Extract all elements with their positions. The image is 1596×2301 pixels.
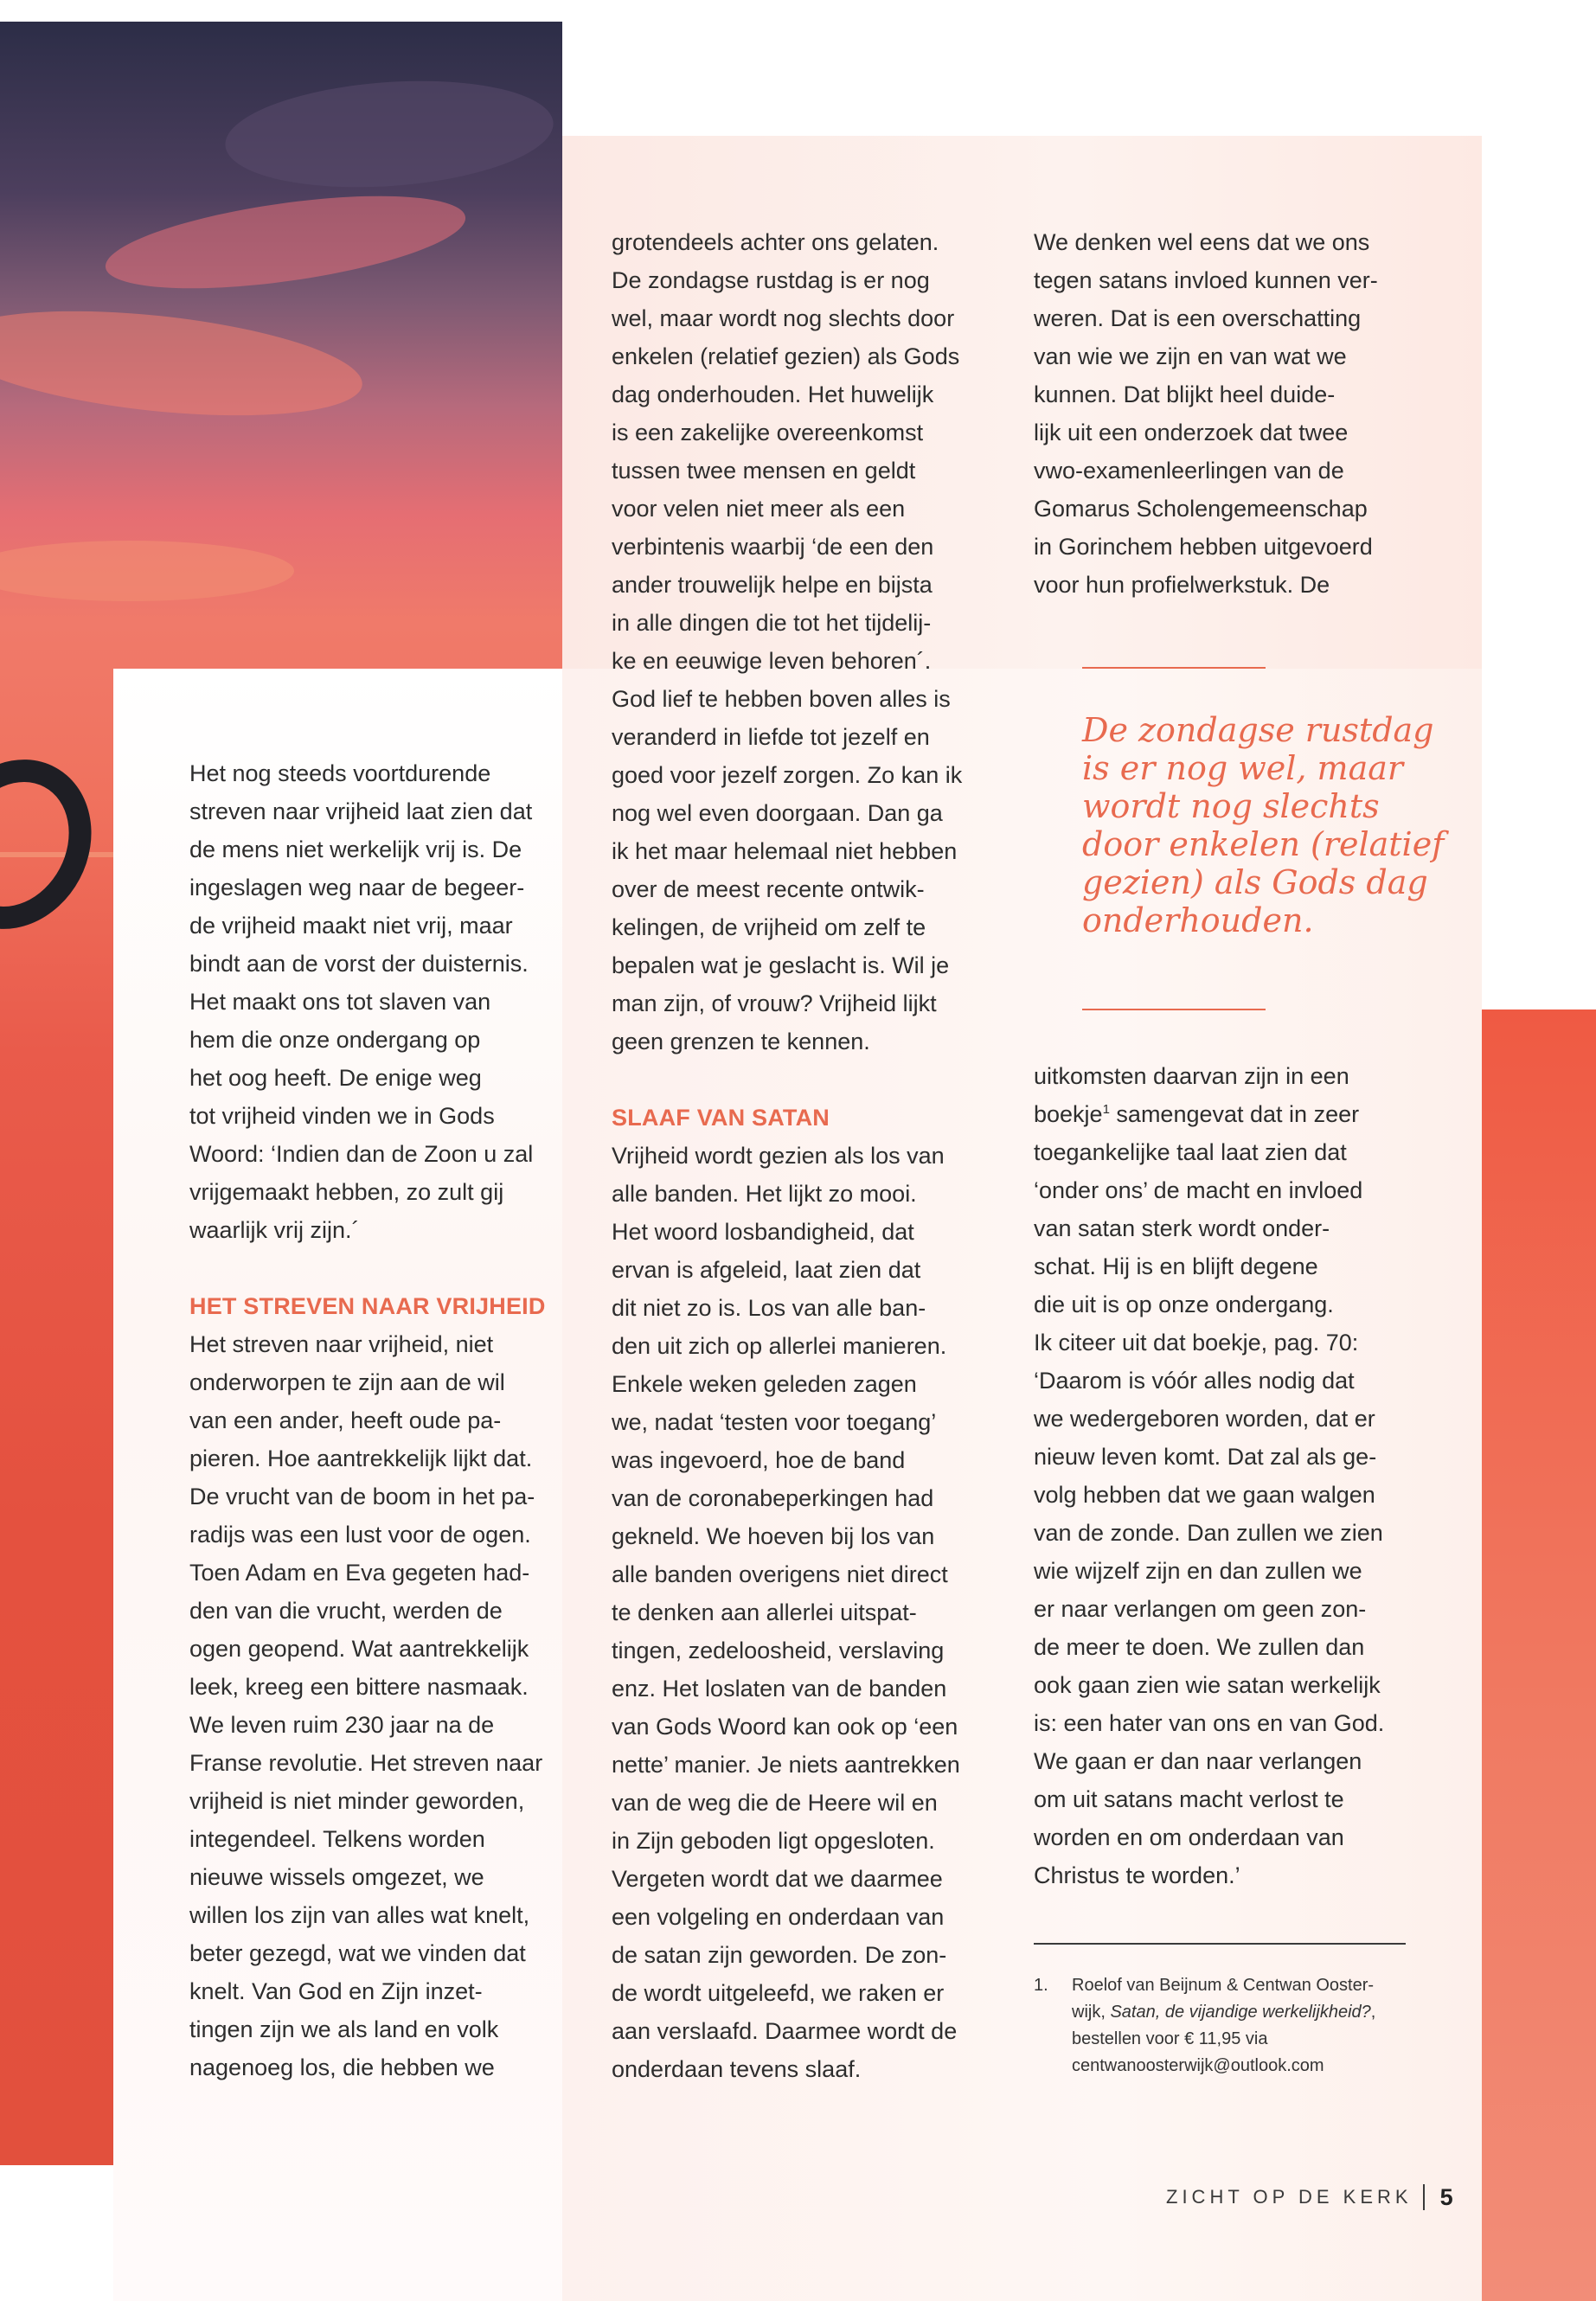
- pull-quote-rule-bottom: [1082, 1009, 1266, 1010]
- body-paragraph: Vrijheid wordt gezien als los van alle banden. Het lijkt zo mooi. Het woord losbandigheid, dat ervan is afgeleid, laat zien dat dit niet zo is. Los van alle ban- den uit zich op allerlei manieren. Enkele weken geleden zagen we, nadat ‘testen voor toegang’ was ingevoerd, hoe de band van de coronabeperkingen had gekneld. We hoeven bij los van alle banden overigens niet direct te denken aan allerlei uitspat- tingen, zedeloosheid, verslaving enz. Het loslaten van de banden van Gods Woord kan ook op ‘een nette’ manier. Je niets aantrekken van de weg die de Heere wil en in Zijn geboden ligt opgesloten. Vergeten wordt dat we daarmee een volgeling en onderdaan van de satan zijn geworden. De zon- de wordt uitgeleefd, we raken er aan verslaafd. Daarmee wordt de onderdaan tevens slaaf.: [612, 1143, 960, 2082]
- cloud-shape: [0, 294, 367, 433]
- body-paragraph: grotendeels achter ons gelaten. De zondagse rustdag is er nog wel, maar wordt nog slechts door enkelen (relatief gezien) als Gods dag onderhouden. Het huwelijk is een zakelijke overeenkomst tussen twee mensen en geldt voor velen niet meer als een verbintenis waarbij ‘de een den ander trouwelijk helpe en bijsta in alle dingen die tot het tijdelij- ke en eeuwige leven behoren´. God lief te hebben boven alles is veranderd in liefde tot jezelf en goed voor jezelf zorgen. Zo kan ik nog wel even doorgaan. Dan ga ik het maar helemaal niet hebben over de meest recente ontwik- kelingen, de vrijheid om zelf te bepalen wat je geslacht is. Wil je man zijn, of vrouw? Vrijheid lijkt geen grenzen te kennen.: [612, 229, 963, 1054]
- cloud-shape: [100, 178, 471, 306]
- coral-side-bar: [1482, 1009, 1596, 2301]
- text-column-3-continued: [1034, 1057, 1414, 1894]
- footnote-book-title: Satan, de vijandige werkelijkheid?: [1110, 2003, 1371, 2022]
- page-footer: [1166, 2180, 1453, 2214]
- footnote-rule: [1034, 1943, 1406, 1945]
- body-text: samengevat dat in zeer toegankelijke taal laat zien dat ‘onder ons’ de macht en invloed van satan sterk wordt onder- schat. Hij is en blijft degene die uit is op onze ondergang. Ik citeer uit dat boekje, pag. 70: ‘Daarom is vóór alles nodig dat we wedergeboren worden, dat er nieuw leven komt. Dat zal als ge- volg hebben dat we gaan walgen van de zonde. Dan zullen we zien wie wijzelf zijn en dan zullen we er naar verlangen om geen zon- de meer te doen. We zullen dan ook gaan zien wie satan werkelijk is: een hater van ons en van God. We gaan er dan naar verlangen om uit satans macht verlost te worden en om onderdaan van Christus te worden.’: [1034, 1101, 1385, 1888]
- footnote-number: 1.: [1034, 1976, 1048, 1995]
- pull-quote-rule-top: [1082, 667, 1266, 669]
- body-paragraph: We denken wel eens dat we ons tegen satans invloed kunnen ver- weren. Dat is een overschatting van wie we zijn en van wat we kunnen. Dat blijkt heel duide- lijk uit een onderzoek dat twee vwo-examenleerlingen van de Gomarus Scholengemeenschap in Gorinchem hebben uitgevoerd voor hun profielwerkstuk. De: [1034, 229, 1378, 598]
- intro-paragraph: Het nog steeds voortdurende streven naar vrijheid laat zien dat de mens niet werkelijk vrij is. De ingeslagen weg naar de begeer- de vrijheid maakt niet vrij, maar bindt aan de vorst der duisternis. Het maakt ons tot slaven van hem die onze ondergang op het oog heeft. De enige weg tot vrijheid vinden we in Gods Woord: ‘Indien dan de Zoon u zal vrijgemaakt hebben, zo zult gij waarlijk vrij zijn.´: [189, 760, 534, 1243]
- footnote-order-info: , bestellen voor € 11,95 via centwanoosterwijk@outlook.com: [1072, 2003, 1376, 2075]
- section-heading-vrijheid: HET STREVEN NAAR VRIJHEID: [189, 1293, 546, 1319]
- section-heading-satan: SLAAF VAN SATAN: [612, 1105, 830, 1131]
- cloud-shape: [0, 541, 294, 601]
- body-paragraph: [1034, 1057, 1414, 1894]
- footnote-reference: 1: [1102, 1102, 1110, 1117]
- text-column-2: [612, 223, 992, 2088]
- footnote-authors: Roelof van Beijnum & Centwan Ooster- wijk,: [1072, 1976, 1375, 2022]
- footnote-text: [1072, 1972, 1414, 2080]
- body-paragraph: Het streven naar vrijheid, niet onderworpen te zijn aan de wil van een ander, heeft oude pa- pieren. Hoe aantrekkelijk lijkt dat. De vrucht van de boom in het pa- radijs was een lust voor de ogen. Toen Adam en Eva gegeten had- den van die vrucht, werden de ogen geopend. Wat aantrekkelijk leek, kreeg een bittere nasmaak. We leven ruim 230 jaar na de Franse revolutie. Het streven naar vrijheid is niet minder geworden, integendeel. Telkens worden nieuwe wissels omgezet, we willen los zijn van alles wat knelt, beter gezegd, wat we vinden dat knelt. Van God en Zijn inzet- tingen zijn we als land en volk nagenoeg los, die hebben we: [189, 1331, 543, 2080]
- footnote: [1034, 1972, 1414, 2080]
- pull-quote: De zondagse rustdag is er nog wel, maar wordt nog slechts door enkelen (relatief gezien) als Gods dag onderhouden.: [1082, 711, 1445, 939]
- page-number: 5: [1439, 2183, 1453, 2210]
- text-column-3: [1034, 223, 1414, 604]
- chain-link-icon: [0, 732, 120, 956]
- magazine-name: ZICHT OP DE KERK: [1166, 2186, 1413, 2208]
- footer-divider: [1423, 2184, 1425, 2210]
- text-column-1: [189, 754, 570, 2086]
- body-text: uitkomsten daarvan zijn in een boekje: [1034, 1063, 1349, 1127]
- cloud-shape: [221, 71, 556, 197]
